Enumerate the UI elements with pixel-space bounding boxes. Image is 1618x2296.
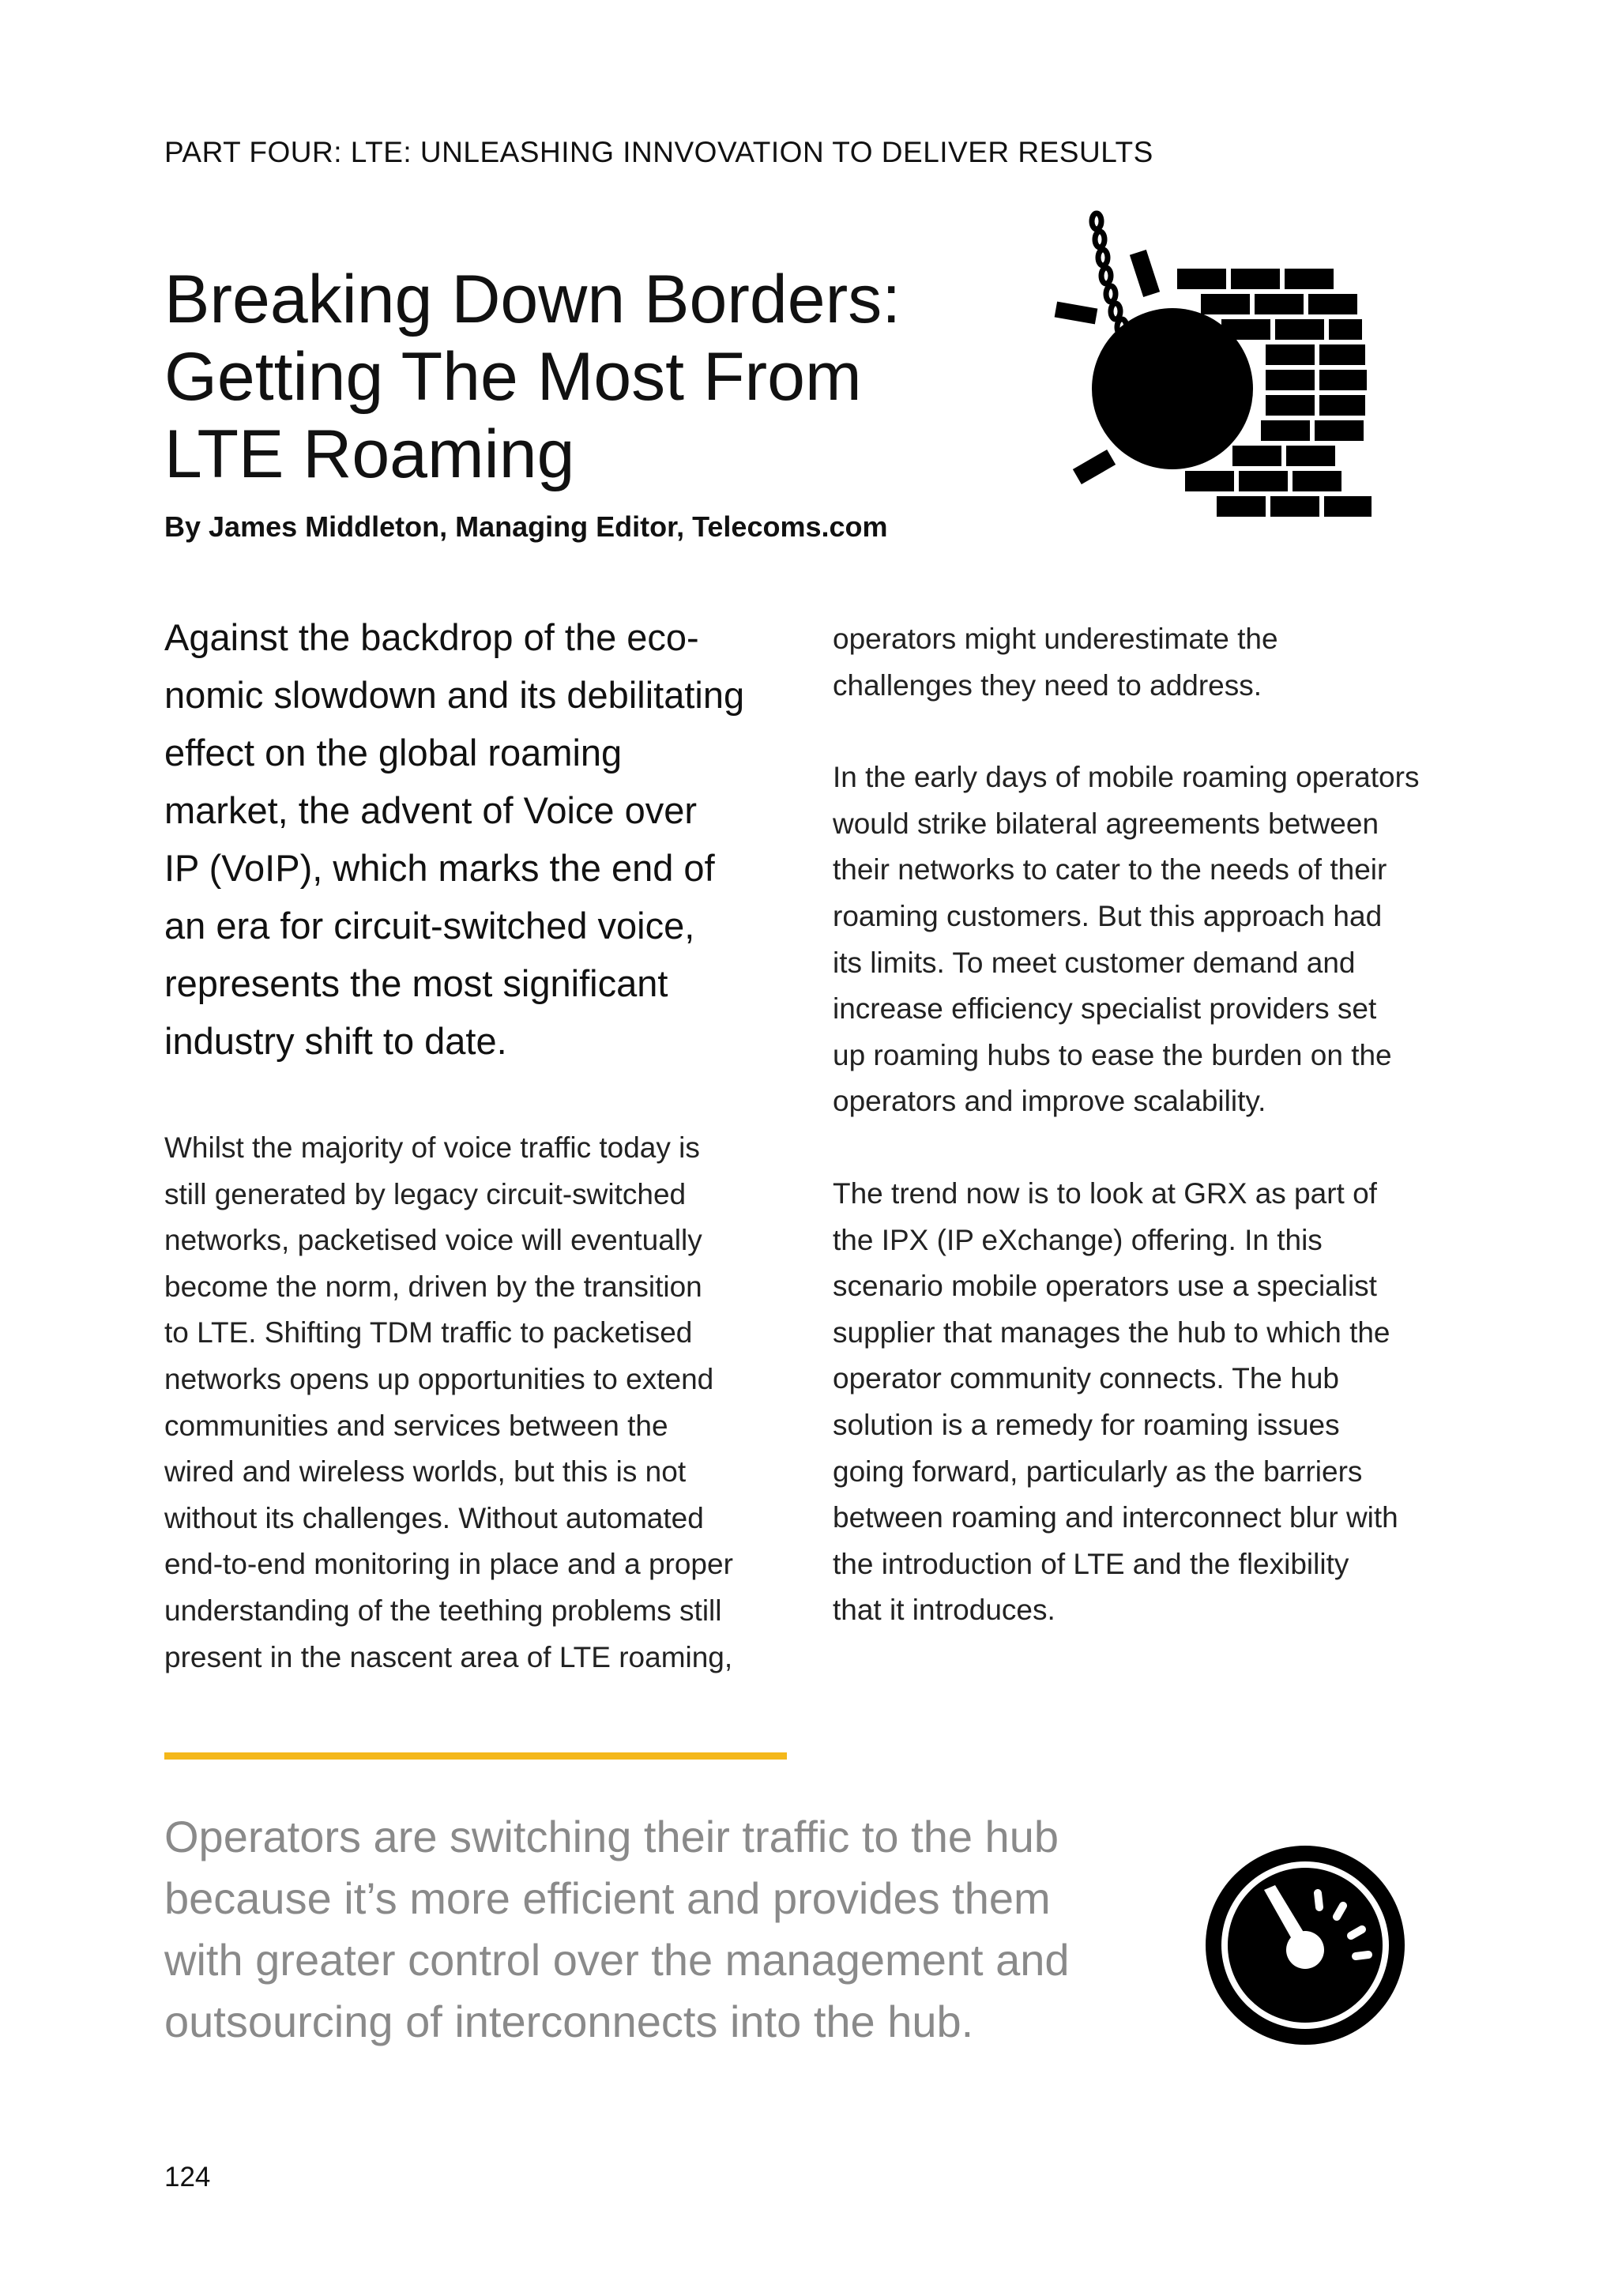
lead-line: market, the advent of Voice over	[164, 789, 698, 831]
body-line: still generated by legacy circuit-switched	[164, 1177, 687, 1210]
body-line: supplier that manages the hub to which the	[833, 1315, 1390, 1349]
body-line: without its challenges. Without automated	[164, 1501, 704, 1534]
right-paragraph-2	[833, 755, 1465, 1125]
pull-quote-line: with greater control over the management and	[164, 1935, 1070, 1985]
page-number: 124	[164, 2162, 211, 2192]
body-line: The trend now is to look at GRX as part of	[833, 1176, 1377, 1210]
title-line: Getting The Most From	[164, 339, 862, 415]
body-line: its limits. To meet customer demand and	[833, 946, 1356, 979]
accent-divider	[164, 1752, 787, 1760]
body-line: increase efficiency specialist providers set	[833, 992, 1377, 1026]
body-line: become the norm, driven by the transition	[164, 1270, 702, 1303]
left-body-paragraph	[164, 1125, 796, 1681]
byline: By James Middleton, Managing Editor, Telecoms.com	[164, 510, 888, 543]
body-line: the IPX (IP eXchange) offering. In this	[833, 1223, 1323, 1256]
body-line: roaming customers. But this approach had	[833, 899, 1383, 932]
pull-quote	[164, 1806, 1215, 2053]
body-line: the introduction of LTE and the flexibility	[833, 1547, 1349, 1580]
lead-paragraph	[164, 608, 796, 1070]
body-line: going forward, particularly as the barriers	[833, 1455, 1363, 1488]
body-line: networks, packetised voice will eventually	[164, 1224, 702, 1257]
body-line: operators and improve scalability.	[833, 1085, 1266, 1118]
article-title	[164, 261, 986, 493]
body-line: Whilst the majority of voice traffic today is	[164, 1131, 700, 1164]
right-paragraph-3	[833, 1171, 1465, 1634]
body-line: solution is a remedy for roaming issues	[833, 1408, 1340, 1441]
body-line: end-to-end monitoring in place and a proper	[164, 1548, 733, 1581]
lead-line: effect on the global roaming	[164, 732, 623, 773]
wrecking-ball-wall-icon	[1043, 196, 1422, 528]
body-line: operators might underestimate the	[833, 623, 1278, 655]
body-line: understanding of the teething problems still	[164, 1594, 722, 1627]
body-line: operator community connects. The hub	[833, 1362, 1339, 1395]
body-line: up roaming hubs to ease the burden on the	[833, 1038, 1392, 1071]
pull-quote-line: because it’s more efficient and provides them	[164, 1873, 1051, 1923]
body-line: In the early days of mobile roaming operators	[833, 761, 1420, 794]
body-line: to LTE. Shifting TDM traffic to packetised	[164, 1316, 693, 1349]
body-line: scenario mobile operators use a specialist	[833, 1270, 1377, 1303]
title-line: LTE Roaming	[164, 416, 575, 492]
part-header: PART FOUR: LTE: UNLEASHING INNVOVATION TO DELIVER RESULTS	[164, 136, 1153, 168]
body-line: that it introduces.	[833, 1594, 1055, 1627]
body-line: networks opens up opportunities to extend	[164, 1362, 714, 1395]
body-line: between roaming and interconnect blur with	[833, 1501, 1398, 1534]
body-line: challenges they need to address.	[833, 668, 1262, 702]
lead-line: IP (VoIP), which marks the end of	[164, 847, 715, 889]
lead-line: nomic slowdown and its debilitating	[164, 674, 745, 716]
pull-quote-line: Operators are switching their traffic to the hub	[164, 1812, 1059, 1861]
body-line: their networks to cater to the needs of their	[833, 853, 1387, 886]
right-paragraph-1	[833, 616, 1465, 709]
lead-line: represents the most significant	[164, 962, 668, 1004]
right-column	[833, 616, 1465, 1680]
speedometer-gauge-icon	[1204, 1844, 1406, 2046]
body-line: wired and wireless worlds, but this is not	[164, 1455, 687, 1489]
title-line: Breaking Down Borders:	[164, 262, 901, 337]
lead-line: Against the backdrop of the eco-	[164, 616, 699, 658]
lead-line: industry shift to date.	[164, 1020, 507, 1062]
body-line: would strike bilateral agreements between	[833, 807, 1379, 840]
lead-line: an era for circuit-switched voice,	[164, 905, 695, 947]
body-line: communities and services between the	[164, 1409, 668, 1442]
body-line: present in the nascent area of LTE roaming,	[164, 1640, 733, 1673]
pull-quote-line: outsourcing of interconnects into the hub.	[164, 1997, 974, 2046]
